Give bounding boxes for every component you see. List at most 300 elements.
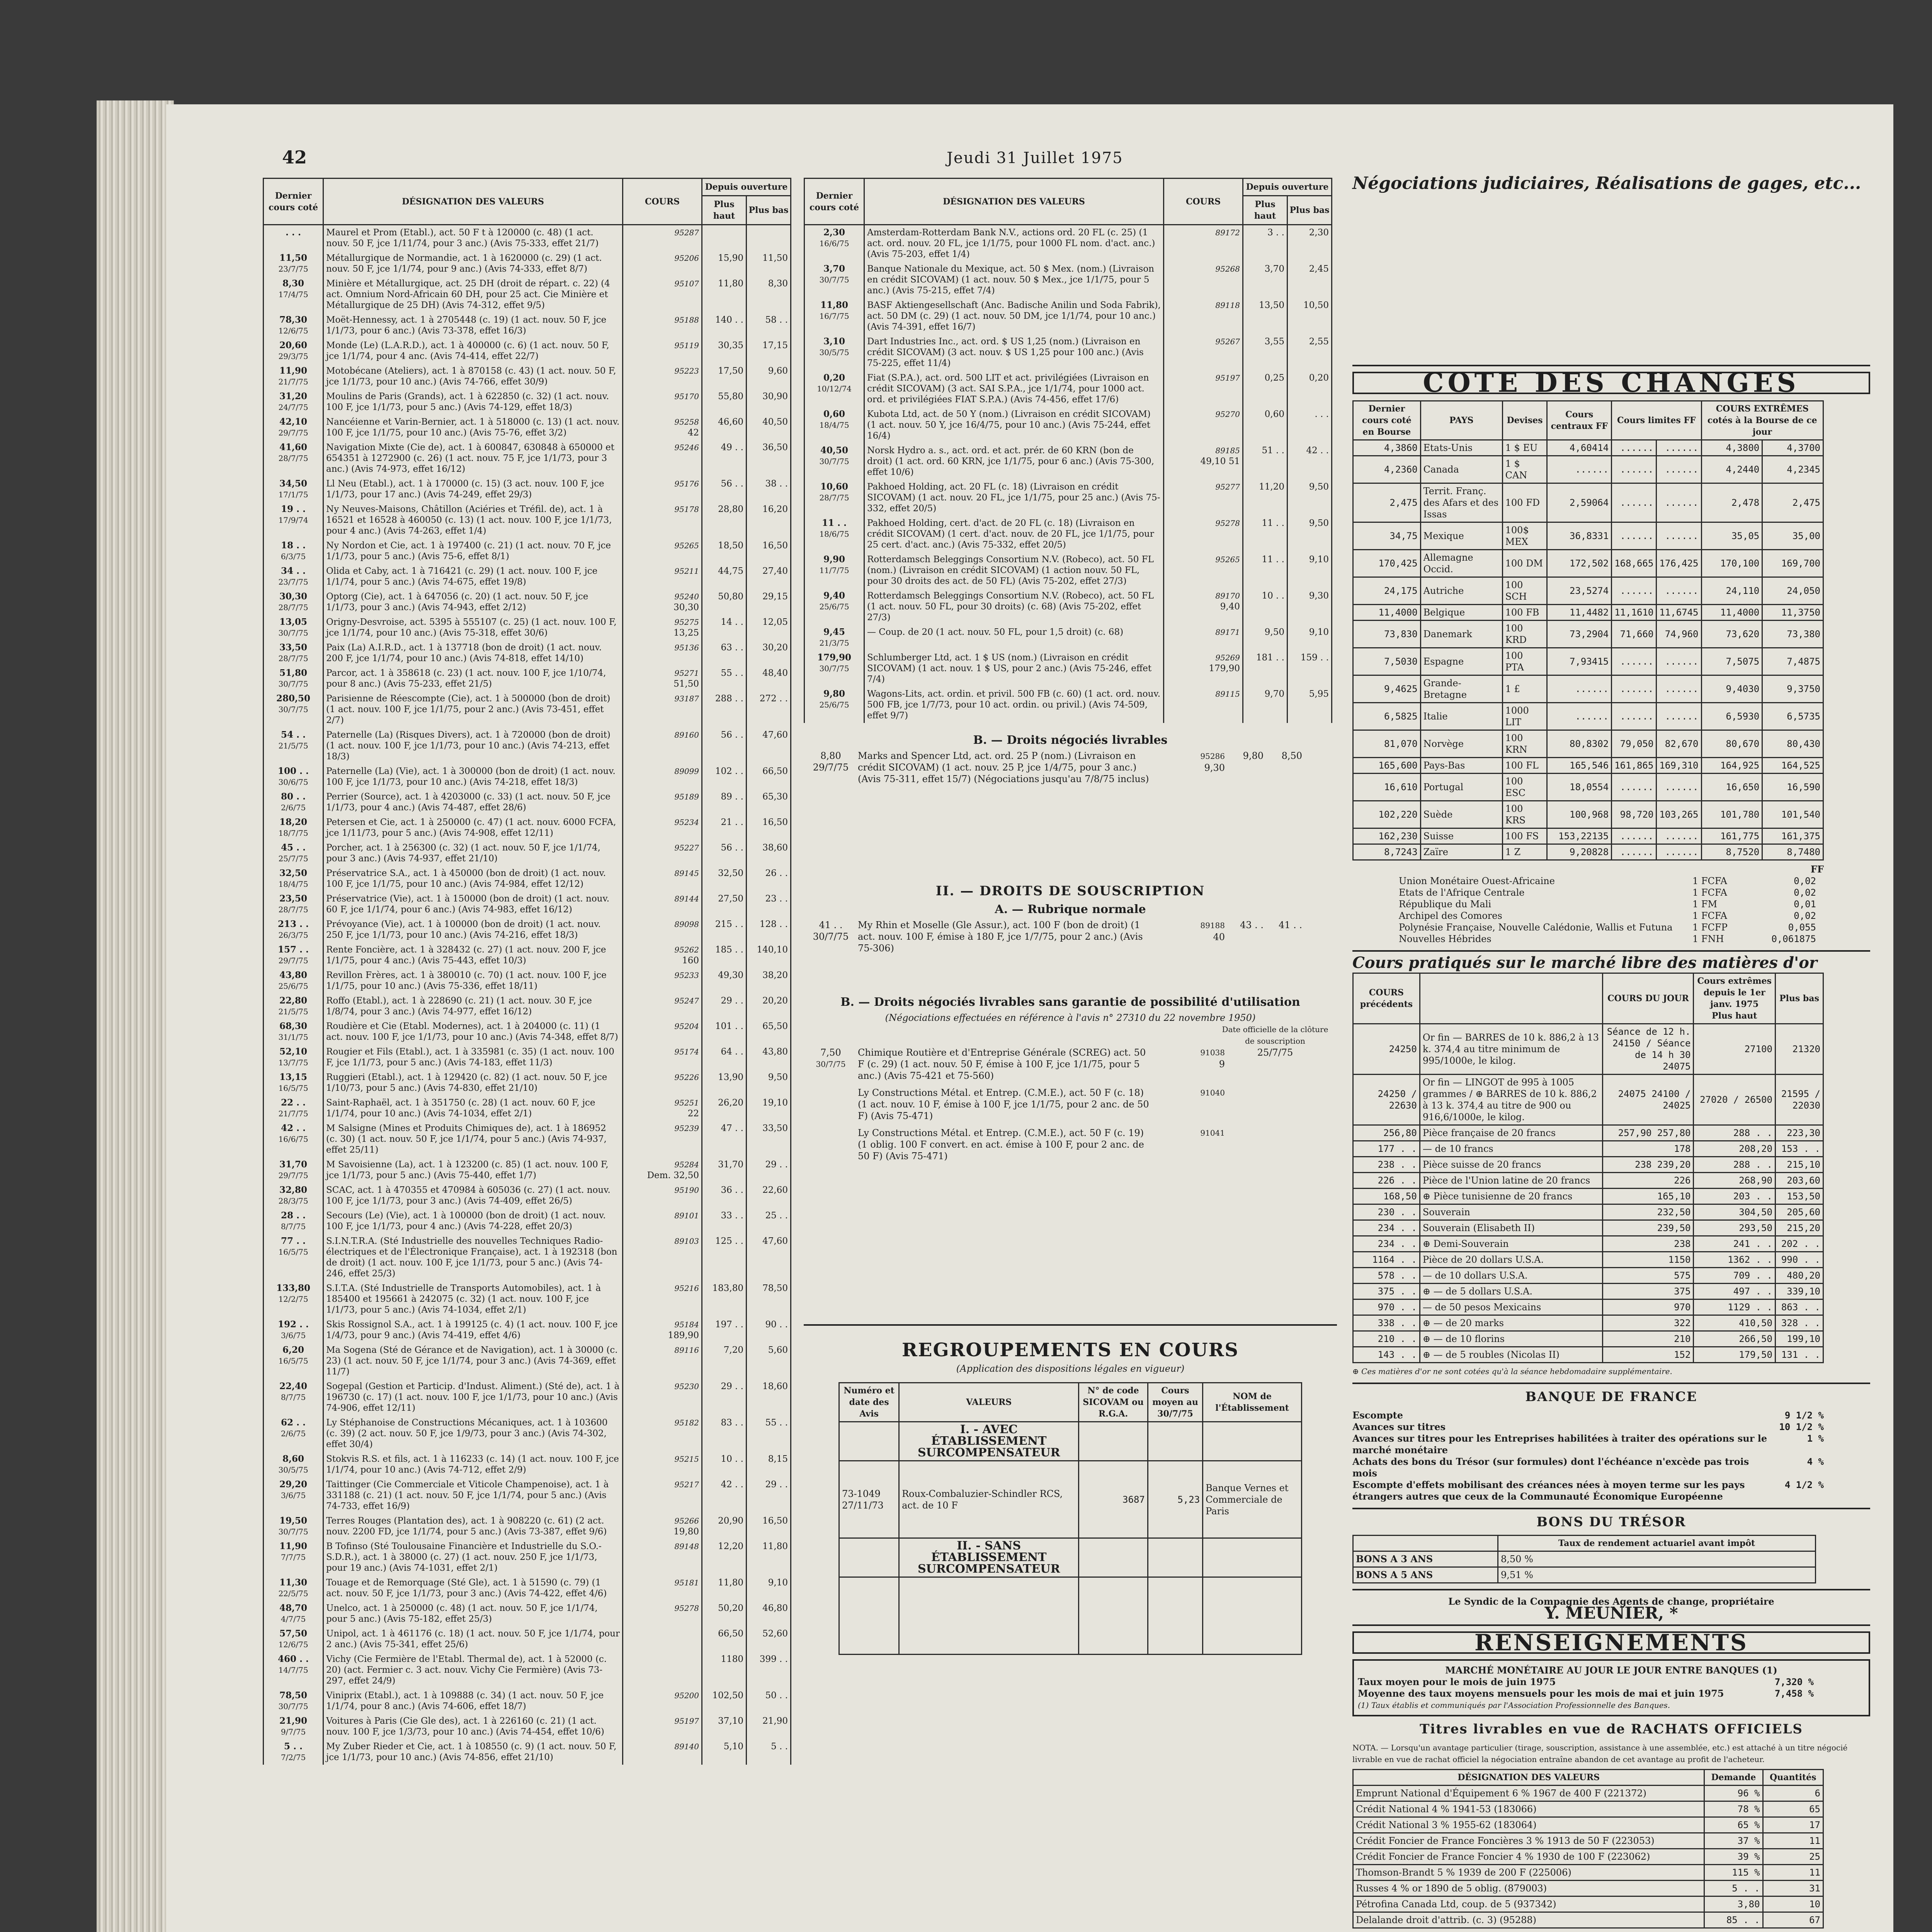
table-row <box>264 891 791 917</box>
plus-bas: 21,90 <box>747 1714 791 1739</box>
cote-lim1: ...... <box>1612 456 1656 483</box>
bdf-title: BANQUE DE FRANCE <box>1525 1389 1697 1405</box>
marche-name: Moyenne des taux moyens mensuels pour les mois de mai et juin 1975 <box>1358 1688 1724 1699</box>
last-date: 25/7/75 <box>278 854 308 863</box>
row-cours <box>1151 1047 1225 1082</box>
table-row <box>804 588 1332 625</box>
or-h-jour: COURS DU JOUR <box>1603 973 1694 1024</box>
or-name: ⊕ — de 10 florins <box>1420 1331 1603 1347</box>
cote-dev: 1 Z <box>1502 844 1547 860</box>
value-designation: Moulins de Paris (Grands), act. 1 à 622850 (c. 32) (1 act. nouv. 100 F, jce 1/1/73, pour 5 anc.) (Avis 74-129, effet 18/3) <box>323 389 623 415</box>
last-cours-cell <box>264 1019 323 1044</box>
value-designation: S.I.T.A. (Sté Industrielle de Transports Automobiles), act. 1 à 185400 et 195661 à 242075 (c. 32) (1 act. nouv. 100 F, jce 1/1/73, pour 5 anc.) (Avis 74-1034, effet 2/1) <box>323 1281 623 1317</box>
last-cours: 11,90 <box>279 1541 308 1551</box>
cote-hi: 101,780 <box>1701 801 1762 828</box>
value-designation: Monde (Le) (L.A.R.D.), act. 1 à 400000 (c. 6) (1 act. nouv. 50 F, jce 1/1/74, pour 4 anc. (Avis 74-414, effet 22/7) <box>323 338 623 364</box>
cote-lo: 164,525 <box>1762 758 1823 774</box>
sicovam-code: 89171 <box>1215 628 1240 637</box>
last-cours-cell <box>264 1601 323 1626</box>
cote-hi: 4,3800 <box>1701 440 1762 456</box>
header-cours-2: COURS <box>1164 179 1243 225</box>
section-b2 <box>804 997 1337 1162</box>
cote-dev: 1 $ CAN <box>1502 456 1547 483</box>
value-designation: Porcher, act. 1 à 256300 (c. 32) (1 act. nouv. 50 F, jce 1/1/74, pour 3 anc.) (Avis 74-937, effet 21/10) <box>323 840 623 866</box>
cote-lim2: 11,6745 <box>1656 605 1701 621</box>
or-hi: 27020 / 26500 <box>1694 1075 1775 1125</box>
cote-lim1: ...... <box>1612 703 1656 730</box>
table-row <box>264 1019 791 1044</box>
or-lo: 480,20 <box>1775 1268 1823 1284</box>
or-name: Pièce suisse de 20 francs <box>1420 1157 1603 1173</box>
rachats-row <box>1353 1833 1823 1849</box>
last-cours-cell <box>264 728 323 764</box>
cours-cell <box>623 1019 702 1044</box>
rachats-h-qte: Quantités <box>1763 1770 1823 1786</box>
last-date: 29/7/75 <box>278 428 308 437</box>
or-lo: 202 . . <box>1775 1236 1823 1252</box>
bons-val: 9,51 % <box>1498 1567 1816 1583</box>
table-row <box>264 1070 791 1095</box>
table-row <box>264 917 791 942</box>
row-last: 41 . . 30/7/75 <box>813 920 849 942</box>
cours-cell <box>623 1714 702 1739</box>
value-designation: Ll Neu (Etabl.), act. 1 à 170000 (c. 15) (3 act. nouv. 100 F, jce 1/1/73, pour 17 anc.) (Avis 74-249, effet 29/3) <box>323 476 623 502</box>
last-cours-cell <box>264 1121 323 1157</box>
marche-val: 7,320 % <box>1774 1677 1814 1687</box>
last-date: 16/7/75 <box>819 311 849 321</box>
cote-hi: 73,620 <box>1701 621 1762 648</box>
or-name: ⊕ Demi-Souverain <box>1420 1236 1603 1252</box>
plus-bas: 65,50 <box>747 1019 791 1044</box>
last-cours: 280,50 <box>276 693 311 704</box>
last-cours: 11,50 <box>279 253 308 263</box>
sicovam-code: 95268 <box>1215 264 1240 274</box>
plus-bas: 47,60 <box>747 1234 791 1281</box>
last-cours-cell <box>264 440 323 476</box>
plus-haut: 36 . . <box>702 1183 747 1208</box>
cote-hi: 16,650 <box>1701 774 1762 801</box>
last-cours: 29,20 <box>279 1479 308 1490</box>
table-row <box>264 789 791 815</box>
plus-bas: 9,10 <box>1287 625 1332 650</box>
or-row <box>1353 1173 1823 1189</box>
or-hi: 268,90 <box>1694 1173 1775 1189</box>
cote-hi: 7,5075 <box>1701 648 1762 675</box>
cours-cell <box>623 1121 702 1157</box>
value-designation: Terres Rouges (Plantation des), act. 1 à 908220 (c. 61) (2 act. nouv. 2200 FD, jce 1/1/74, pour 5 anc.) (Avis 73-387, effet 9/6) <box>323 1514 623 1539</box>
plus-haut: 14 . . <box>702 615 747 640</box>
plus-haut: 29 . . <box>702 993 747 1019</box>
rachats-dem: 3,80 <box>1704 1896 1763 1912</box>
row-name: Chimique Routière et d'Entreprise Générale (SCREG) act. 50 F (c. 29) (1 act. nouv. 50 F, émise à 100 F, jce 1/1/75, pour 5 anc.) (Avis 75-421 et 75-560) <box>858 1047 1146 1081</box>
cours-value: 19,80 <box>673 1527 699 1537</box>
or-row <box>1353 1299 1823 1315</box>
table-row <box>264 1452 791 1477</box>
cours-cell <box>623 538 702 564</box>
or-lo: 131 . . <box>1775 1347 1823 1363</box>
last-date: 16/5/75 <box>278 1356 308 1366</box>
sicovam-code: 95204 <box>674 1022 699 1031</box>
last-date: 4/7/75 <box>281 1614 306 1624</box>
newspaper-page <box>166 104 1893 1932</box>
plus-bas: 8,15 <box>747 1452 791 1477</box>
last-date: 16/6/75 <box>819 239 849 248</box>
last-cours: 41,60 <box>279 442 308 452</box>
last-cours: 54 . . <box>281 730 306 740</box>
sicovam-code: 95226 <box>674 1073 699 1082</box>
sicovam-code: 95234 <box>674 818 699 827</box>
table-row <box>264 415 791 440</box>
last-cours-cell <box>264 1626 323 1652</box>
last-cours-cell <box>264 364 323 389</box>
cours-cell <box>623 728 702 764</box>
cote-h-centr: Cours centraux FF <box>1547 401 1612 440</box>
last-cours: 133,80 <box>276 1283 311 1293</box>
values-table-2 <box>804 178 1332 723</box>
rachats-row <box>1353 1881 1823 1896</box>
sicovam-code: 95271 <box>674 668 699 678</box>
plus-bas: 30,90 <box>747 389 791 415</box>
section-b2-note: (Négociations effectuées en référence à l'avis n° 27310 du 22 novembre 1950) <box>885 1012 1256 1023</box>
rachats-dem: 115 % <box>1704 1865 1763 1881</box>
sicovam-code: 89170 <box>1215 591 1240 600</box>
plus-haut: 11,80 <box>702 1575 747 1601</box>
last-cours-cell <box>264 589 323 615</box>
sicovam-code: 95247 <box>674 996 699 1005</box>
or-name: Souverain (Elisabeth II) <box>1420 1220 1603 1236</box>
cours-cell <box>623 1343 702 1379</box>
value-designation: Roudière et Cie (Etabl. Modernes), act. 1 à 204000 (c. 11) (1 act. nouv. 100 F, jce 1/1/73, pour 10 anc.) (Avis 74-348, effet 8/7) <box>323 1019 623 1044</box>
cote-hi: 164,925 <box>1701 758 1762 774</box>
last-cours-cell <box>264 1477 323 1514</box>
plus-bas: 128 . . <box>747 917 791 942</box>
or-prev: 226 . . <box>1353 1173 1420 1189</box>
or-name: ⊕ Pièce tunisienne de 20 francs <box>1420 1189 1603 1204</box>
plus-bas: 55 . . <box>747 1415 791 1452</box>
cote-row <box>1353 675 1823 703</box>
header-cours: COURS <box>623 179 702 225</box>
rachats-name: Russes 4 % or 1890 de 5 oblig. (879003) <box>1353 1881 1704 1896</box>
table-row <box>264 1652 791 1688</box>
plus-haut: 56 . . <box>702 840 747 866</box>
cours-cell <box>1164 334 1243 371</box>
row-last: 8,80 29/7/75 <box>813 750 849 773</box>
cours-cell <box>623 1415 702 1452</box>
section-b-title: B. — Droits négociés livrables <box>973 733 1168 747</box>
or-name: Pièce française de 20 francs <box>1420 1125 1603 1141</box>
fz-name: Union Monétaire Ouest-Africaine <box>1399 876 1555 886</box>
rachats-name: Delalande droit d'attrib. (c. 3) (95288) <box>1353 1912 1704 1928</box>
marche-val: 7,458 % <box>1774 1688 1814 1699</box>
last-cours-cell <box>264 942 323 968</box>
cours-cell <box>623 891 702 917</box>
plus-bas: 46,80 <box>747 1601 791 1626</box>
last-cours: 9,90 <box>823 554 845 565</box>
plus-bas: 27,40 <box>747 564 791 589</box>
franc-zone-row <box>1399 875 1870 887</box>
table-row <box>804 625 1332 650</box>
last-cours-cell <box>264 1514 323 1539</box>
last-date: 8/7/75 <box>281 1222 306 1231</box>
cote-dev: 100 FS <box>1502 828 1547 844</box>
value-designation: Pakhoed Holding, cert. d'act. de 20 FL (c. 18) (Livraison en crédit SICOVAM) (1 cert. d'act. nouv. de 20 FL, jce 1/1/75, pour 25 cert. d'act. anc.) (Avis 75-332, effet 20/5) <box>864 516 1164 552</box>
last-date: 29/7/75 <box>278 956 308 965</box>
sicovam-code: 95217 <box>674 1480 699 1489</box>
last-cours: 42 . . <box>281 1123 306 1133</box>
table-row <box>264 564 791 589</box>
sicovam-code: 95278 <box>1215 519 1240 528</box>
last-cours-cell <box>264 891 323 917</box>
cote-centr: 80,8302 <box>1547 730 1612 758</box>
fz-dev: 1 FCFP <box>1692 922 1728 933</box>
cote-pays: Allemagne Occid. <box>1420 550 1502 577</box>
rachats-table <box>1352 1769 1824 1929</box>
last-date: 3/6/75 <box>281 1491 306 1500</box>
rachats-name: Crédit National 4 % 1941-53 (183066) <box>1353 1801 1704 1817</box>
cours-cell <box>623 225 702 251</box>
cote-dev: 100 PTA <box>1502 648 1547 675</box>
plus-haut: 27,50 <box>702 891 747 917</box>
plus-bas: 2,55 <box>1287 334 1332 371</box>
rachats-dem: 5 . . <box>1704 1881 1763 1896</box>
cote-last: 81,070 <box>1353 730 1421 758</box>
plus-bas: 33,50 <box>747 1121 791 1157</box>
fz-val: 0,055 <box>1788 922 1816 933</box>
rachats-name: Pétrofina Canada Ltd, coup. de 5 (937342) <box>1353 1896 1704 1912</box>
last-date: 25/6/75 <box>278 981 308 991</box>
cote-row <box>1353 456 1823 483</box>
last-date: 13/7/75 <box>278 1058 308 1067</box>
column-1 <box>263 178 796 1765</box>
plus-haut <box>702 225 747 251</box>
bdf-val: 4 % <box>1807 1456 1824 1467</box>
table-row <box>264 728 791 764</box>
or-lo: 339,10 <box>1775 1284 1823 1299</box>
franc-zone-row <box>1399 933 1870 945</box>
last-cours: 43,80 <box>279 970 308 980</box>
value-designation: Ny Neuves-Maisons, Châtillon (Aciéries et Tréfil. de), act. 1 à 16521 et 16528 à 460050 (c. 13) (1 act. nouv. 100 F, jce 1/1/73, pour 4 anc.) (Avis 74-263, effet 1/4) <box>323 502 623 538</box>
last-date: 21/5/75 <box>278 1007 308 1016</box>
cote-lim1: 11,1610 <box>1612 605 1656 621</box>
last-date: 28/7/75 <box>819 493 849 502</box>
plus-haut: 15,90 <box>702 251 747 276</box>
plus-haut: 102 . . <box>702 764 747 789</box>
value-designation: Préservatrice S.A., act. 1 à 450000 (bon de droit) (1 act. nouv. 100 F, jce 1/1/75, pour 10 anc.) (Avis 74-984, effet 12/12) <box>323 866 623 891</box>
cote-dev: 1 £ <box>1502 675 1547 703</box>
cote-dev: 100 KRS <box>1502 801 1547 828</box>
value-designation: Taittinger (Cie Commerciale et Viticole Champenoise), act. 1 à 331188 (c. 21) (1 act. nouv. 50 F, jce 1/1/74, pour 5 anc.) (Avis 74-733, effet 16/9) <box>323 1477 623 1514</box>
plus-bas: 23 . . <box>747 891 791 917</box>
plus-bas: 36,50 <box>747 440 791 476</box>
cote-hi: 170,100 <box>1701 550 1762 577</box>
or-hi: 266,50 <box>1694 1331 1775 1347</box>
cours-cell <box>623 502 702 538</box>
sicovam-code: 89148 <box>674 1542 699 1551</box>
last-date: 12/6/75 <box>278 326 308 335</box>
rachats-qte: 31 <box>1763 1881 1823 1896</box>
or-prev: 230 . . <box>1353 1204 1420 1220</box>
last-cours-cell <box>804 552 864 588</box>
table-row <box>264 1477 791 1514</box>
bons-row <box>1353 1567 1816 1583</box>
cours-value: 160 <box>682 956 699 966</box>
cote-lim1: 98,720 <box>1612 801 1656 828</box>
plus-bas: 52,60 <box>747 1626 791 1652</box>
cote-dev: 100 SCH <box>1502 577 1547 605</box>
last-cours-cell <box>264 764 323 789</box>
plus-haut: 26,20 <box>702 1095 747 1121</box>
last-date: 24/7/75 <box>278 403 308 412</box>
last-date: 9/7/75 <box>281 1727 306 1736</box>
cours-cell <box>1164 225 1243 262</box>
cours-cell <box>623 1044 702 1070</box>
cote-lim2: ...... <box>1656 456 1701 483</box>
plus-haut: 20,90 <box>702 1514 747 1539</box>
value-designation: Unipol, act. 1 à 461176 (c. 18) (1 act. nouv. 50 F, jce 1/1/74, pour 2 anc.) (Avis 75-341, effet 25/6) <box>323 1626 623 1652</box>
cours-cell <box>623 338 702 364</box>
plus-haut: 56 . . <box>702 476 747 502</box>
table-row <box>804 298 1332 334</box>
or-lo: 328 . . <box>1775 1315 1823 1331</box>
header-designation-2: DÉSIGNATION DES VALEURS <box>864 179 1164 225</box>
row-name: Marks and Spencer Ltd, act. ord. 25 P (nom.) (Livraison en crédit SICOVAM) (1 act. nouv. 25 P, jce 1/4/75, pour 3 anc.) (Avis 75-311, effet 15/7) (Négociations jusqu'au 7/8/75 inclus) <box>858 750 1149 784</box>
last-date: 28/7/75 <box>278 454 308 463</box>
last-cours: 78,30 <box>279 315 308 325</box>
cote-dev: 100 FL <box>1502 758 1547 774</box>
bdf-row <box>1352 1433 1870 1456</box>
value-designation: Viniprix (Etabl.), act. 1 à 109888 (c. 34) (1 act. nouv. 50 F, jce 1/1/74, pour 8 anc.) (Avis 74-606, effet 18/7) <box>323 1688 623 1714</box>
plus-bas: 65,30 <box>747 789 791 815</box>
last-cours-cell <box>264 313 323 338</box>
plus-bas: 5,60 <box>747 1343 791 1379</box>
last-cours: 21,90 <box>279 1716 308 1726</box>
last-cours: 13,05 <box>279 617 308 627</box>
rachats-row <box>1353 1817 1823 1833</box>
cote-lim1: ...... <box>1612 774 1656 801</box>
bons-val: 8,50 % <box>1498 1551 1816 1567</box>
plus-haut: 47 . . <box>702 1121 747 1157</box>
cote-lo: 2,475 <box>1762 483 1823 522</box>
plus-bas: 16,20 <box>747 502 791 538</box>
value-designation: Unelco, act. 1 à 250000 (c. 48) (1 act. nouv. 50 F, jce 1/1/74, pour 5 anc.) (Avis 75-182, effet 25/3) <box>323 1601 623 1626</box>
rachats-dem: 78 % <box>1704 1801 1763 1817</box>
cours-cell <box>623 1514 702 1539</box>
plus-bas: 9,30 <box>1287 588 1332 625</box>
value-designation: Nancéienne et Varin-Bernier, act. 1 à 518000 (c. 13) (1 act. nouv. 100 F, jce 1/1/75, pour 10 anc.) (Avis 75-76, effet 3/2) <box>323 415 623 440</box>
cote-centr: 9,20828 <box>1547 844 1612 860</box>
plus-bas: 16,50 <box>747 1514 791 1539</box>
cote-row <box>1353 758 1823 774</box>
last-cours-cell <box>264 815 323 840</box>
plus-bas: 9,50 <box>1287 516 1332 552</box>
sicovam-code: 95265 <box>1215 555 1240 564</box>
last-date: 16/6/75 <box>278 1134 308 1144</box>
last-cours: 213 . . <box>277 919 309 929</box>
cours-cell <box>623 1317 702 1343</box>
last-cours-cell <box>804 588 864 625</box>
last-cours: 22,40 <box>279 1381 308 1391</box>
table-row <box>264 1281 791 1317</box>
cours-value: 30,30 <box>673 602 699 612</box>
sicovam-code: 95184 <box>674 1320 699 1329</box>
value-designation: Banque Nationale du Mexique, act. 50 $ Mex. (nom.) (Livraison en crédit SICOVAM) (1 act. nouv. 50 $ Mex., jce 1/1/75, pour 5 anc.) (Avis 75-215, effet 7/4) <box>864 262 1164 298</box>
cours-cell <box>623 1452 702 1477</box>
cours-cell <box>623 1379 702 1415</box>
row-lo: 8,50 <box>1281 750 1302 761</box>
last-date: 21/5/75 <box>278 741 308 750</box>
plus-haut: 215 . . <box>702 917 747 942</box>
or-row <box>1353 1189 1823 1204</box>
sicovam-code: 95227 <box>674 843 699 852</box>
cote-row <box>1353 522 1823 550</box>
cours-cell <box>623 564 702 589</box>
last-date: 18/6/75 <box>819 529 849 539</box>
row-last <box>804 1127 858 1162</box>
sicovam-code: 89101 <box>674 1211 699 1220</box>
rachats-qte: 65 <box>1763 1801 1823 1817</box>
cote-centr: 18,0554 <box>1547 774 1612 801</box>
cote-row <box>1353 648 1823 675</box>
rachats-row <box>1353 1896 1823 1912</box>
cote-pays: Canada <box>1420 456 1502 483</box>
cote-body <box>1353 440 1823 860</box>
or-row <box>1353 1331 1823 1347</box>
plus-haut: 50,20 <box>702 1601 747 1626</box>
last-cours: 13,15 <box>279 1072 308 1082</box>
rachats-body <box>1353 1786 1823 1928</box>
or-title: Cours pratiqués sur le marché libre des matières d'or <box>1352 954 1817 972</box>
last-date: 16/5/75 <box>278 1247 308 1257</box>
cote-centr: 7,93415 <box>1547 648 1612 675</box>
cote-lim1: ...... <box>1612 522 1656 550</box>
or-prev: 375 . . <box>1353 1284 1420 1299</box>
sicovam-code: 89144 <box>674 894 699 903</box>
column-3 <box>1352 173 1870 1929</box>
cote-row <box>1353 440 1823 456</box>
plus-haut: 17,50 <box>702 364 747 389</box>
plus-haut: 0,25 <box>1243 371 1287 407</box>
plus-bas: 43,80 <box>747 1044 791 1070</box>
value-designation: Olida et Caby, act. 1 à 716421 (c. 29) (1 act. nouv. 100 F, jce 1/1/74, pour 5 anc.) (Avis 74-675, effet 19/8) <box>323 564 623 589</box>
last-cours: 31,20 <box>279 391 308 401</box>
plus-bas: 38,20 <box>747 968 791 993</box>
plus-bas: 11,80 <box>747 1539 791 1575</box>
last-date: 30/7/75 <box>819 457 849 466</box>
plus-bas: 22,60 <box>747 1183 791 1208</box>
sicovam-code: 95287 <box>674 228 699 237</box>
plus-haut: 102,50 <box>702 1688 747 1714</box>
cote-lo: 6,5735 <box>1762 703 1823 730</box>
value-designation: Ma Sogena (Sté de Gérance et de Navigation), act. 1 à 30000 (c. 23) (1 act. nouv. 50 F, jce 1/1/74, pour 3 anc.) (Avis 74-369, effet 11/7) <box>323 1343 623 1379</box>
table-row <box>264 1539 791 1575</box>
last-date: 30/5/75 <box>278 1465 308 1475</box>
last-cours: 3,70 <box>823 264 845 274</box>
cote-hi: 2,478 <box>1701 483 1762 522</box>
franc-zone-row <box>1399 898 1870 910</box>
last-date: 31/1/75 <box>278 1032 308 1042</box>
last-cours-cell <box>264 917 323 942</box>
cours-cell <box>1164 552 1243 588</box>
rg-h-valeurs: VALEURS <box>899 1383 1079 1422</box>
table-row <box>264 1575 791 1601</box>
fz-dev: 1 FCFA <box>1692 876 1727 886</box>
rachats-name: Thomson-Brandt 5 % 1939 de 200 F (225006) <box>1353 1865 1704 1881</box>
value-designation: Rotterdamsch Beleggings Consortium N.V. (Robeco), act. 50 FL (1 act. nouv. 50 FL, pour 30 droits) (c. 68) (Avis 75-202, effet 27/3) <box>864 588 1164 625</box>
row-cours <box>1151 1087 1225 1122</box>
cours-cell <box>623 917 702 942</box>
table-row <box>264 389 791 415</box>
page-date: Jeudi 31 Juillet 1975 <box>947 149 1123 167</box>
